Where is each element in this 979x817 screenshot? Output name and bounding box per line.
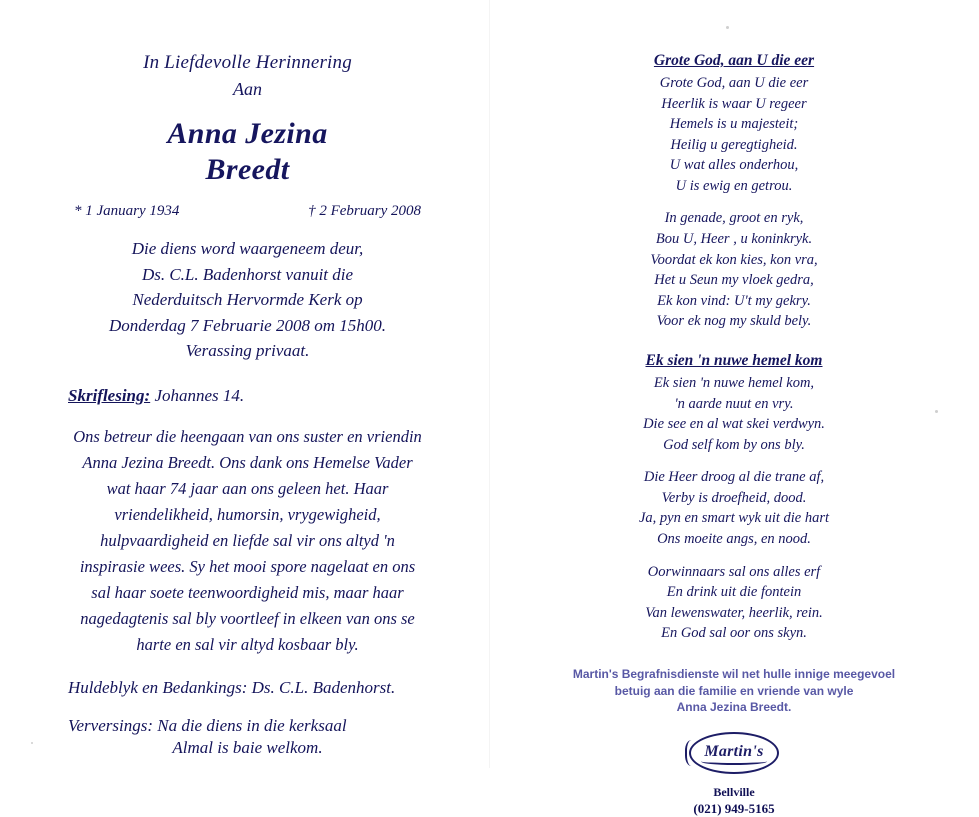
hymn-2-verse-3: [559, 562, 909, 644]
refreshments-label: Verversings:: [68, 716, 153, 736]
scripture-reading: [68, 386, 427, 406]
tribute-line: nagedagtenis sal bly voortleef in elkeen van ons se: [80, 608, 415, 628]
scripture-label: Skriflesing:: [68, 385, 151, 405]
logo-city: Bellville: [713, 785, 755, 800]
heading-line-1: In Liefdevolle Herinnering: [143, 52, 352, 73]
acknowledgements-value: Ds. C.L. Badenhorst.: [251, 678, 396, 698]
refreshments-welcome: Almal is baie welkom.: [172, 738, 323, 758]
hymn-1-title: Grote God, aan U die eer: [653, 52, 815, 69]
hymn-line: Die Heer droog al die trane af,: [643, 469, 825, 486]
hymn-line: Het u Seun my vloek gedra,: [654, 272, 814, 289]
hymn-line: Die see en al wat skei verdwyn.: [643, 416, 825, 433]
tribute-line: sal haar soete teenwoordigheid mis, maar haar: [91, 582, 404, 602]
service-line: Nederduitsch Hervormde Kerk op: [132, 290, 363, 309]
hymn-line: Oorwinnaars sal ons alles erf: [647, 563, 821, 580]
funeral-home-credit: [559, 666, 909, 716]
logo-phone: (021) 949-5165: [693, 801, 775, 817]
refreshments: [68, 716, 427, 758]
tribute-line: Ons betreur die heengaan van ons suster en vriendin: [73, 426, 422, 446]
hymn-line: God self kom by ons bly.: [663, 436, 805, 453]
verse-spacer: [559, 196, 909, 208]
service-line: Ds. C.L. Badenhorst vanuit die: [141, 264, 354, 284]
logo-swoosh-icon: [701, 758, 767, 765]
tribute-line: Anna Jezina Breedt. Ons dank ons Hemelse Vader: [82, 452, 413, 472]
service-line: Die diens word waargeneem deur,: [131, 239, 364, 258]
hymn-2-title: Ek sien 'n nuwe hemel kom: [645, 351, 823, 369]
hymn-line: Grote God, aan U die eer: [659, 75, 809, 91]
credit-line: Martin's Begrafnisdienste wil net hulle innige meegevoel: [572, 666, 896, 681]
service-line: Verassing privaat.: [185, 341, 310, 360]
hymn-line: Heerlik is waar U regeer: [661, 95, 807, 112]
hymn-line: Voordat ek kon kies, kon vra,: [650, 251, 818, 268]
verse-spacer: [559, 550, 909, 562]
hymn-line: En God sal oor ons skyn.: [661, 625, 807, 642]
funeral-home-logo-block: [559, 732, 909, 817]
tribute-line: inspirasie wees. Sy het mooi spore nagelaat en ons: [79, 556, 416, 576]
deceased-surname: Breedt: [205, 153, 290, 186]
hymn-line: Verby is droefheid, dood.: [661, 489, 807, 506]
hymn-line: Heilig u geregtigheid.: [670, 136, 798, 153]
hymn-1-verse-1: [559, 73, 909, 196]
hymn-line: En drink uit die fontein: [666, 584, 802, 601]
date-of-birth: * 1 January 1934: [74, 203, 180, 219]
hymn-line: Voor ek nog my skuld bely.: [656, 313, 812, 330]
tribute-line: vriendelikheid, humorsin, vrygewigheid,: [114, 504, 381, 524]
deceased-first-name: Anna Jezina: [167, 117, 328, 150]
tribute-text: [68, 424, 427, 659]
hymn-line: Bou U, Heer , u koninkryk.: [655, 231, 813, 248]
service-line: Donderdag 7 Februarie 2008 om 15h00.: [108, 315, 386, 335]
hymn-line: U is ewig en getrou.: [675, 177, 793, 194]
life-dates: [68, 203, 427, 220]
tribute-line: wat haar 74 jaar aan ons geleen het. Haar: [106, 478, 389, 498]
credit-line: Anna Jezina Breedt.: [676, 700, 792, 715]
left-panel: [0, 0, 489, 768]
verse-spacer: [559, 455, 909, 467]
heading-line-2: Aan: [233, 79, 262, 99]
acknowledgements-label: Huldeblyk en Bedankings:: [68, 678, 248, 698]
hymn-2: [559, 352, 909, 644]
logo-name: Martin's: [704, 743, 764, 761]
hymn-line: Van lewenswater, heerlik, rein.: [645, 604, 823, 621]
hymn-line: 'n aarde nuut en vry.: [674, 395, 794, 412]
hymn-2-verse-2: [559, 467, 909, 549]
hymn-line: Ek kon vind: U't my gekry.: [657, 292, 811, 309]
tribute-line: harte en sal vir altyd kosbaar bly.: [136, 635, 359, 654]
service-details: [68, 236, 427, 364]
hymn-line: In genade, groot en ryk,: [664, 210, 804, 227]
hymn-line: Ek sien 'n nuwe hemel kom,: [653, 374, 815, 391]
right-panel: [489, 0, 979, 817]
acknowledgements: [68, 678, 427, 698]
hymn-1: [559, 52, 909, 332]
hymn-1-verse-2: [559, 208, 909, 331]
hymn-list: [559, 52, 909, 644]
credit-line: betuig aan die familie en vriende van wyle: [614, 683, 854, 698]
hymn-line: Hemels is u majesteit;: [669, 116, 799, 133]
hymn-2-verse-1: [559, 373, 909, 455]
hymn-line: U wat alles onderhou,: [669, 157, 799, 174]
hymn-line: Ons moeite angs, en nood.: [657, 530, 811, 547]
memorial-heading: [68, 52, 427, 187]
tribute-line: hulpvaardigheid en liefde sal vir ons altyd 'n: [100, 530, 395, 550]
refreshments-value: Na die diens in die kerksaal: [157, 716, 347, 736]
hymn-line: Ja, pyn en smart wyk uit die hart: [638, 510, 830, 527]
scripture-value: Johannes 14.: [154, 385, 245, 405]
date-of-death: † 2 February 2008: [308, 203, 421, 219]
